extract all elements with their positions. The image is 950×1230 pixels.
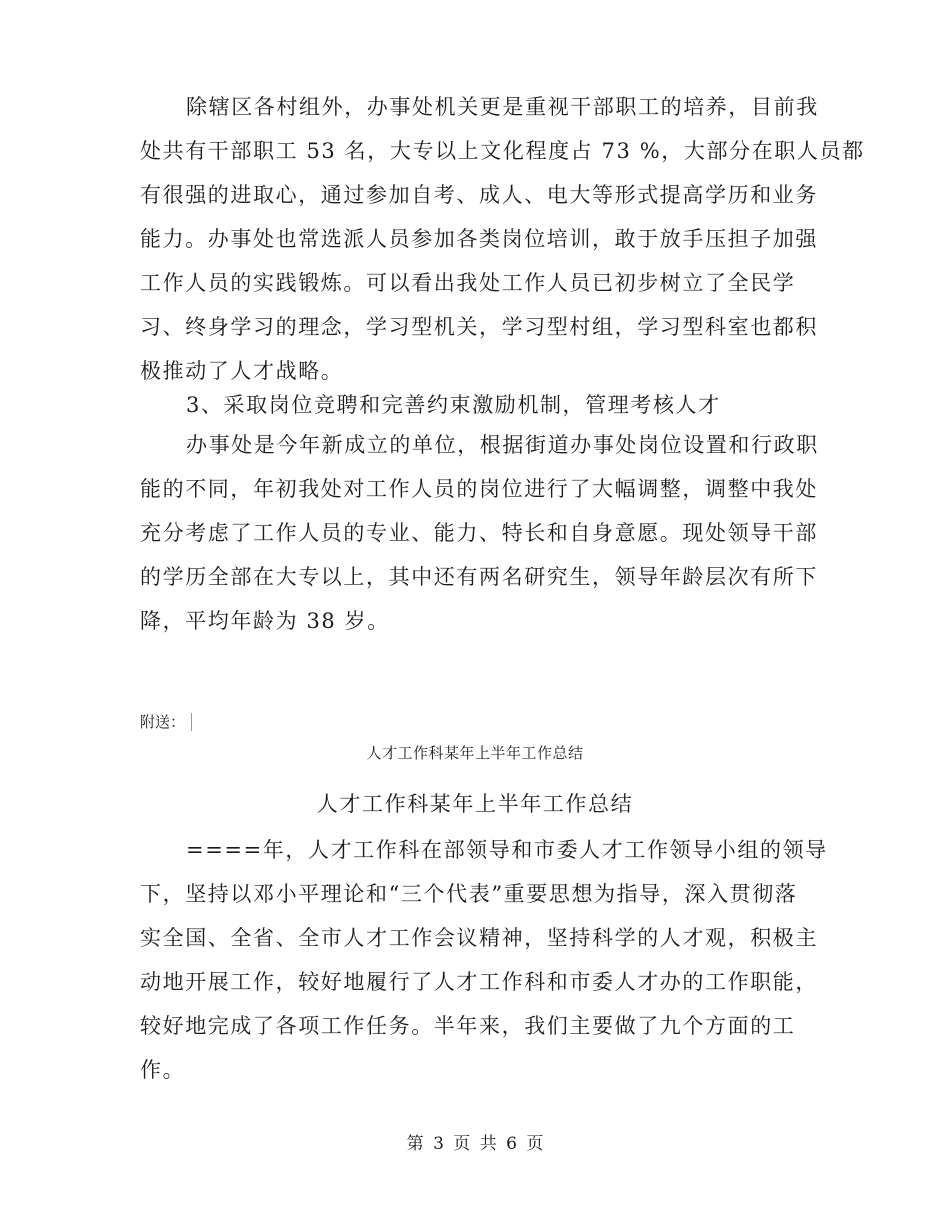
paragraph-line: 降，平均年龄为 38 岁。 [140,609,390,633]
paragraph-line: 工作人员的实践锻炼。可以看出我处工作人员已初步树立了全民学 [140,271,796,295]
paragraph-line: 处共有干部职工 53 名，大专以上文化程度占 73 %，大部分在职人员都 [140,139,865,163]
appendix-label: 附送： [140,713,192,731]
paragraph-line: 能力。办事处也常选派人员参加各类岗位培训，敢于放手压担子加强 [140,227,818,251]
section-heading: 3、采取岗位竞聘和完善约束激励机制，管理考核人才 [186,393,721,417]
paragraph-line: 极推动了人才战略。 [140,359,344,383]
paragraph-line: 较好地完成了各项工作任务。半年来，我们主要做了九个方面的工 [140,1014,796,1038]
paragraph-line: 习、终身学习的理念，学习型机关，学习型村组，学习型科室也都积 [140,315,818,339]
paragraph-line: 的学历全部在大专以上，其中还有两名研究生，领导年龄层次有所下 [140,565,818,589]
paragraph-line: 动地开展工作，较好地履行了人才工作科和市委人才办的工作职能， [140,970,818,994]
paragraph-line: 实全国、全省、全市人才工作会议精神，坚持科学的人才观，积极主 [140,926,818,950]
page-number-footer: 第 3 页 共 6 页 [406,1134,544,1154]
paragraph-line: 除辖区各村组外，办事处机关更是重视干部职工的培养，目前我 [186,95,819,119]
paragraph-line: 充分考虑了工作人员的专业、能力、特长和自身意愿。现处领导干部 [140,521,818,545]
paragraph-line: 有很强的进取心，通过参加自考、成人、电大等形式提高学历和业务 [140,183,818,207]
paragraph-line: 下，坚持以邓小平理论和“三个代表”重要思想为指导，深入贯彻落 [140,882,798,906]
appendix-small-title: 人才工作科某年上半年工作总结 [366,744,584,762]
paragraph-line: 能的不同，年初我处对工作人员的岗位进行了大幅调整，调整中我处 [140,477,818,501]
paragraph-line: 作。 [140,1058,186,1082]
paragraph-line: 办事处是今年新成立的单位，根据街道办事处岗位设置和行政职 [186,433,819,457]
appendix-title: 人才工作科某年上半年工作总结 [316,792,634,816]
paragraph-line: ====年，人才工作科在部领导和市委人才工作领导小组的领导 [186,838,828,862]
